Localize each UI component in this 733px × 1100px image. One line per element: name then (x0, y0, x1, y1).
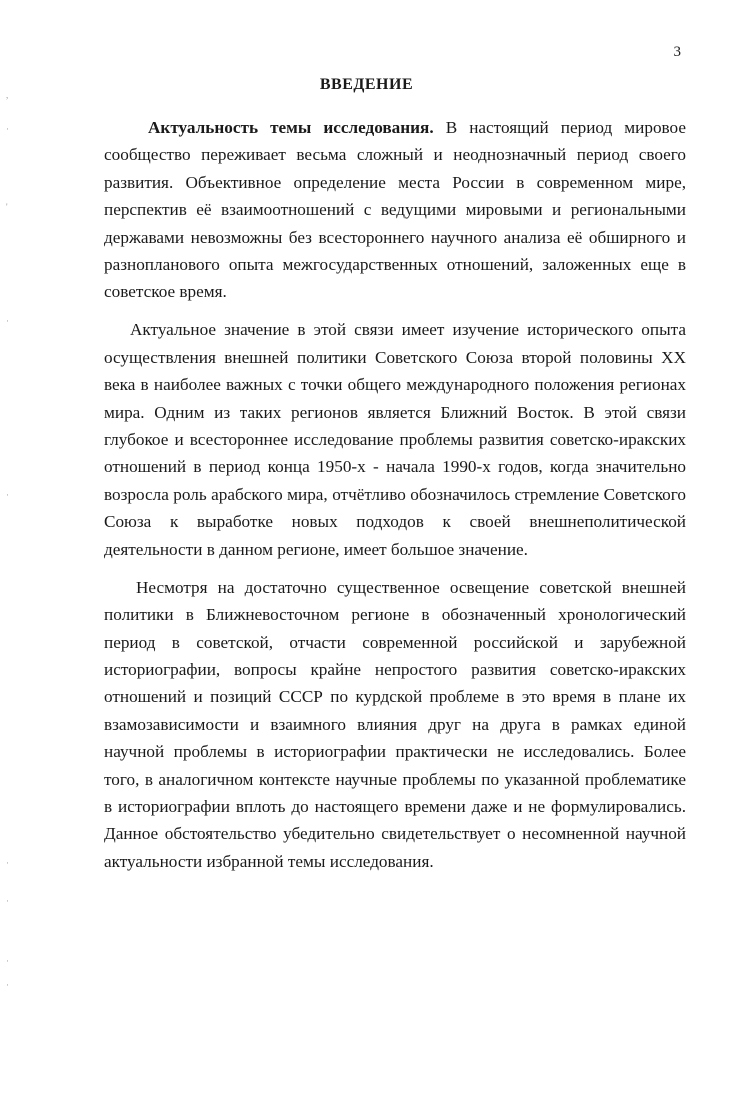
scan-mark: · (6, 956, 9, 966)
paragraph-lead: Актуальность темы исследования. (148, 118, 434, 137)
paragraph-relevance (104, 114, 686, 306)
paragraph-text: Актуальное значение в этой связи имеет изучение исторического опыта осуществления внешней политики Советского Союза второй половины XX века в наиболее важных с точки общего международного положения регионах мира. Одним из таких регионов является Ближний Восток. В этой связи глубокое и всестороннее исследование проблемы развития советско-иракских отношений в период конца 1950-х - начала 1990-х годов, когда значительно возросла роль арабского мира, отчётливо обозначилось стремление Советского Союза к выработке новых подходов к своей внешнеполитической деятельности в данном регионе, имеет большое значение. (104, 320, 686, 559)
paragraph-text: В настоящий период мировое сообщество переживает весьма сложный и неоднозначный период своего развития. Объективное определение места России в современном мире, перспектив её взаимоотношений с ведущими мировыми и региональными державами невозможны без всестороннего научного анализа её обширного и разнопланового опыта межгосударственных отношений, заложенных еще в советское время. (104, 118, 686, 302)
paragraph-text: Несмотря на достаточно существенное освещение советской внешней политики в Ближневосточном регионе в обозначенный хронологический период в советской, отчасти современной российской и зарубежной историографии, вопросы крайне непростого развития советско-иракских отношений и позиций СССР по курдской проблеме в это время в плане их взамозависимости и взаимного влияния друг на друга в рамках единой научной проблемы в историографии практически не исследовались. Более того, в аналогичном контексте научные проблемы по указанной проблематике в историографии вплоть до настоящего времени даже и не формулировались. Данное обстоятельство убедительно свидетельствует о несомненной научной актуальности избранной темы исследования. (104, 577, 686, 871)
document-body (104, 114, 686, 875)
paragraph-historiography (104, 574, 686, 875)
scan-mark: · (6, 490, 9, 500)
scan-mark: , (6, 90, 9, 100)
page-number: 3 (673, 44, 681, 60)
scan-mark: · (6, 124, 9, 134)
scan-mark: · (6, 896, 9, 906)
section-heading: ВВЕДЕНИЕ (319, 76, 414, 93)
paragraph-foreign-policy (104, 316, 686, 563)
scan-mark: · (6, 980, 9, 990)
scan-mark: · (6, 316, 9, 326)
scan-mark: ' (6, 202, 8, 212)
scan-mark: · (6, 858, 9, 868)
